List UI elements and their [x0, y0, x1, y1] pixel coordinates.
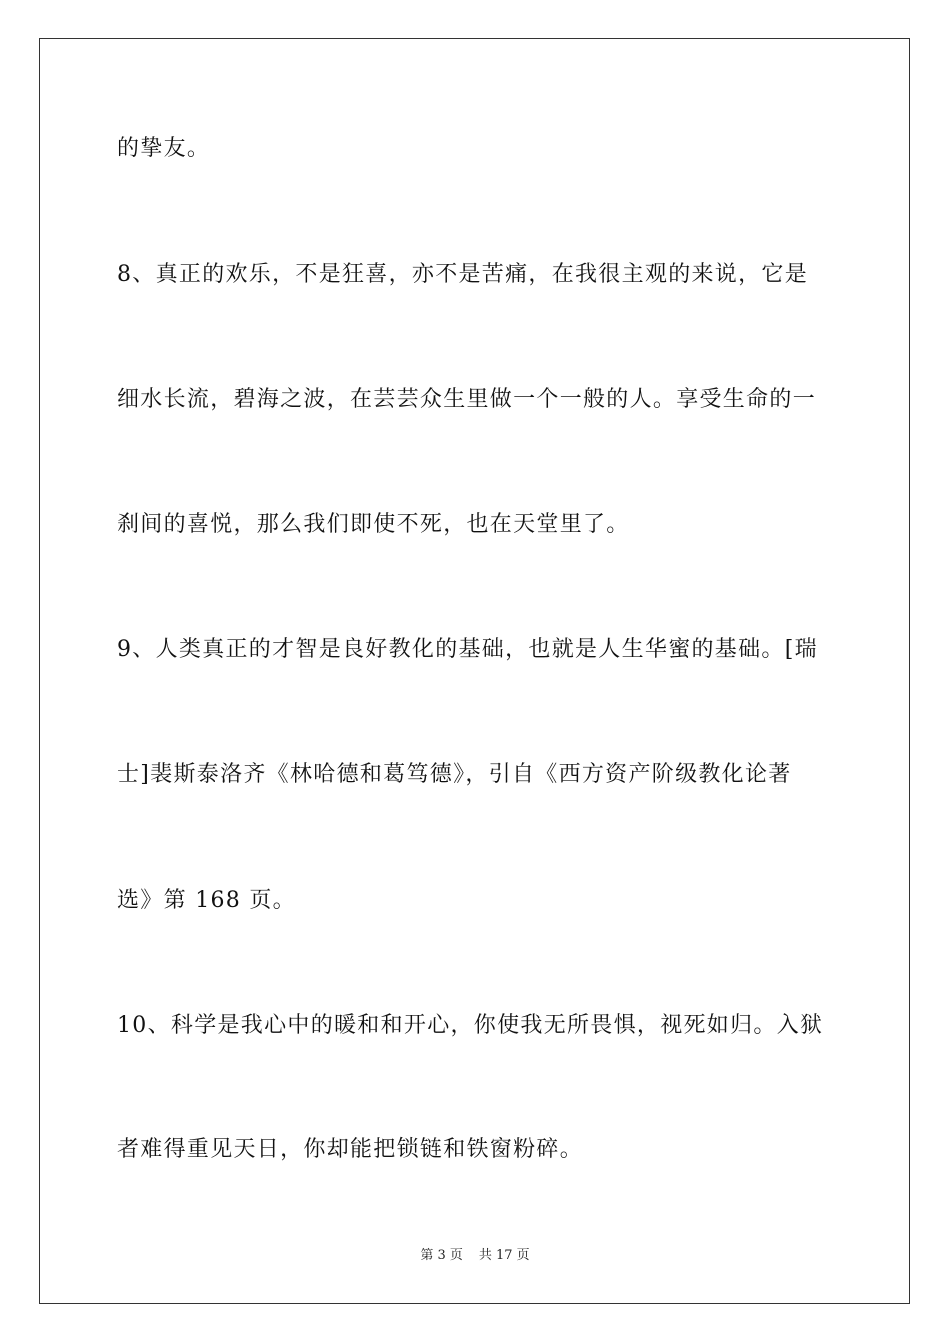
page-number: 第 3 页 — [420, 1248, 463, 1263]
text-line-2: 8、真正的欢乐，不是狂喜，亦不是苦痛，在我很主观的来说，它是 — [117, 262, 808, 287]
text-line-7: 选》第 168 页。 — [117, 888, 296, 913]
page-border — [39, 38, 910, 1304]
text-line-6: 士]裴斯泰洛齐《林哈德和葛笃德》，引自《西方资产阶级教化论著 — [117, 762, 792, 787]
text-line-3: 细水长流，碧海之波，在芸芸众生里做一个一般的人。享受生命的一 — [117, 387, 817, 412]
page-footer — [0, 1247, 950, 1265]
text-line-4: 刹间的喜悦，那么我们即使不死，也在天堂里了。 — [117, 512, 630, 537]
text-line-8: 10、科学是我心中的暖和和开心，你使我无所畏惧，视死如归。入狱 — [117, 1013, 824, 1038]
page-total: 共 17 页 — [478, 1248, 530, 1263]
text-line-9: 者难得重见天日，你却能把锁链和铁窗粉碎。 — [117, 1137, 584, 1162]
text-line-1: 的挚友。 — [117, 136, 211, 161]
text-line-5: 9、人类真正的才智是良好教化的基础，也就是人生华蜜的基础。[瑞 — [117, 637, 818, 662]
